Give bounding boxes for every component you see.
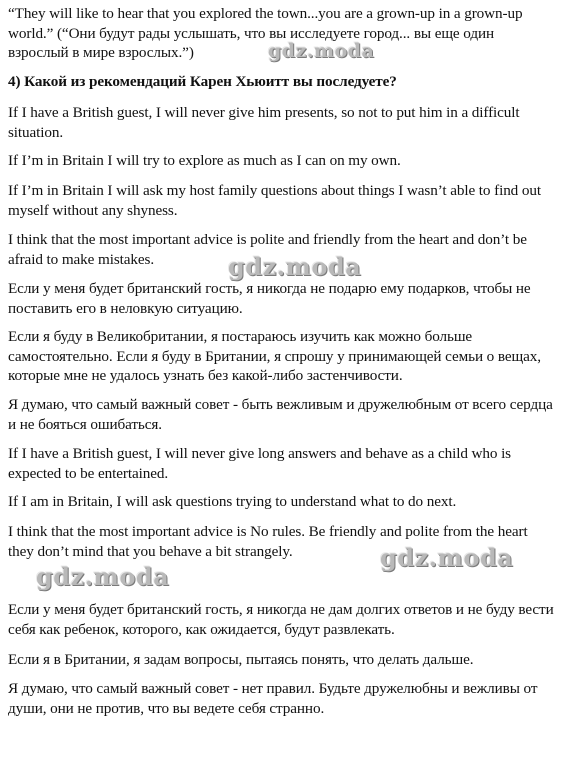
answer-paragraph-ru-1: Если у меня будет британский гость, я никогда не подарю ему подарков, чтобы не поставить его в неловкую ситуацию. [8,280,531,317]
quote-paragraph: “They will like to hear that you explored the town...you are a grown-up in a grown-up world.” (“Они будут рады услышать, что вы исследуете город... вы еще один взрослый в мире взрослых.”) [8,5,523,61]
answer-paragraph-en-7: I think that the most important advice is No rules. Be friendly and polite from the heart they don’t mind that you behave a bit strangely. [8,523,528,560]
answer-paragraph-ru-5: Если я в Британии, я задам вопросы, пытаясь понять, что делать дальше. [8,651,474,668]
watermark-logo: gdz.moda [36,562,170,591]
watermark-logo: gdz.moda [268,40,375,62]
answer-paragraph-en-3: If I’m in Britain I will ask my host family questions about things I wasn’t able to find out myself without any shyness. [8,182,541,219]
answer-paragraph-ru-3: Я думаю, что самый важный совет - быть вежливым и дружелюбным от всего сердца и не бояться ошибаться. [8,396,553,433]
answer-paragraph-ru-4: Если у меня будет британский гость, я никогда не дам долгих ответов и не буду вести себя как ребенок, которого, как ожидается, будут развлекать. [8,601,554,638]
question-heading: 4) Какой из рекомендаций Карен Хьюитт вы последуете? [8,73,397,90]
watermark-logo: gdz.moda [228,252,362,281]
answer-paragraph-en-5: If I have a British guest, I will never give long answers and behave as a child who is expected to be entertained. [8,445,511,482]
answer-paragraph-en-4: I think that the most important advice is polite and friendly from the heart and don’t be afraid to make mistakes. [8,231,527,268]
answer-paragraph-ru-2: Если я буду в Великобритании, я постараюсь изучить как можно больше самостоятельно. Если я буду в Британии, я спрошу у принимающей семьи о вещах, которые мне не удалось узнать без какой-либо застенчивости. [8,328,541,384]
answer-paragraph-en-1: If I have a British guest, I will never give him presents, so not to put him in a difficult situation. [8,104,520,141]
answer-paragraph-ru-6: Я думаю, что самый важный совет - нет правил. Будьте дружелюбны и вежливы от души, они не против, что вы ведете себя странно. [8,680,538,717]
watermark-logo: gdz.moda [380,543,514,572]
answer-paragraph-en-2: If I’m in Britain I will try to explore as much as I can on my own. [8,152,401,169]
answer-paragraph-en-6: If I am in Britain, I will ask questions trying to understand what to do next. [8,493,457,510]
